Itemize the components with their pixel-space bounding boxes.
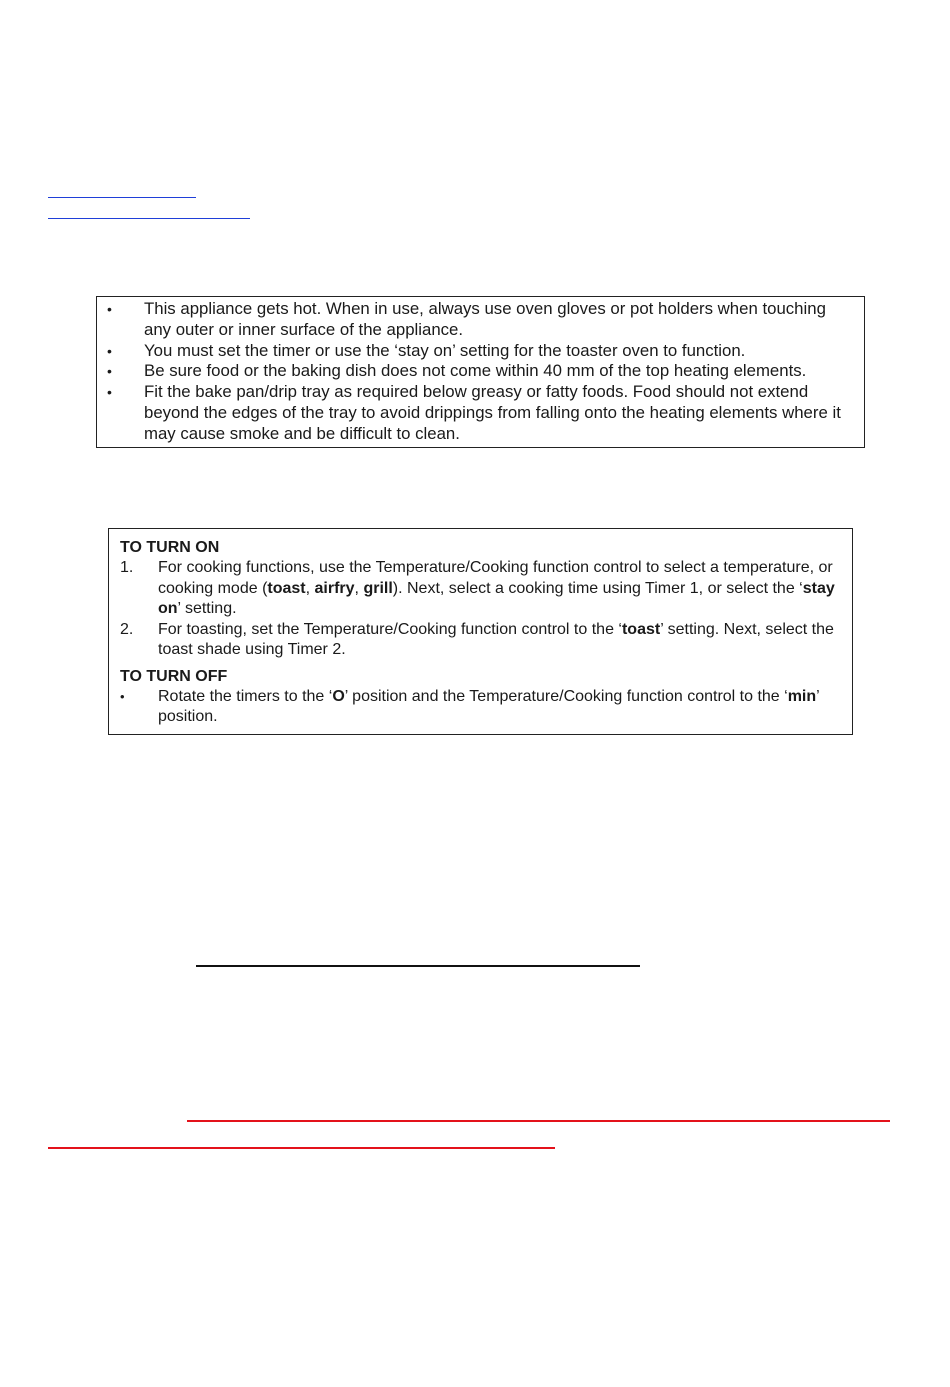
bullet-icon: •	[107, 301, 112, 317]
bullet-icon: •	[107, 384, 112, 401]
bullet-icon: •	[107, 342, 112, 359]
precaution-text: Be sure food or the baking dish does not come within 40 mm of the top heating elements.	[144, 361, 807, 381]
bullet-icon: •	[107, 363, 112, 380]
precaution-item	[105, 382, 856, 444]
precautions-list	[105, 299, 856, 445]
separator: ,	[354, 579, 364, 597]
step-text: ’ setting. Next, select the toast shade using Timer 2.	[158, 620, 834, 658]
mode-grill: grill	[363, 579, 393, 597]
precaution-text: You must set the timer or use the ‘stay on’ setting for the toaster oven to function.	[144, 340, 746, 360]
red-underline-2	[48, 1147, 555, 1149]
precaution-item	[105, 341, 856, 362]
turn-on-heading: TO TURN ON	[120, 539, 220, 556]
red-underline-1	[187, 1120, 890, 1122]
turn-on-step-2	[120, 620, 846, 661]
precaution-text: Fit the bake pan/drip tray as required below greasy or fatty foods. Food should not extend beyond the edges of the tray to avoid drippings from falling onto the heating elements where it may cause smoke and be difficult to clean.	[144, 382, 841, 443]
mode-toast: toast	[267, 579, 306, 597]
separator: ,	[305, 579, 315, 597]
bullet-icon: •	[120, 688, 125, 704]
link-underline-2[interactable]	[48, 218, 250, 219]
turn-on-step-1	[120, 558, 846, 620]
mode-airfry: airfry	[314, 579, 355, 597]
position-o: O	[332, 687, 345, 705]
step-text: Rotate the timers to the ‘	[158, 687, 333, 705]
instructions-box	[108, 528, 853, 735]
turn-off-step	[120, 687, 846, 728]
step-text: ’ position.	[158, 687, 820, 725]
precautions-box	[96, 296, 865, 448]
precaution-text: This appliance gets hot. When in use, always use oven gloves or pot holders when touching any outer or inner surface of the appliance.	[144, 299, 826, 339]
step-text: For toasting, set the Temperature/Cooking function control to the ‘	[158, 620, 622, 638]
precaution-item	[105, 299, 856, 341]
step-text: ’ setting.	[177, 600, 237, 617]
step-text: For cooking functions, use the Temperature/Cooking function control to select a temperature, or cooking mode (	[158, 559, 833, 597]
link-underline-1[interactable]	[48, 197, 196, 198]
step-text: ). Next, select a cooking time using Timer 1, or select the ‘	[392, 579, 803, 597]
setting-toast: toast	[621, 620, 661, 638]
precaution-item	[105, 361, 856, 382]
turn-off-heading: TO TURN OFF	[120, 667, 228, 685]
setting-stay-on: stay on	[158, 579, 835, 617]
step-text: ’ position and the Temperature/Cooking function control to the ‘	[344, 687, 788, 705]
horizontal-rule	[196, 965, 640, 967]
step-number: 1.	[120, 559, 134, 576]
position-min: min	[787, 687, 817, 705]
step-number: 2.	[120, 620, 134, 638]
